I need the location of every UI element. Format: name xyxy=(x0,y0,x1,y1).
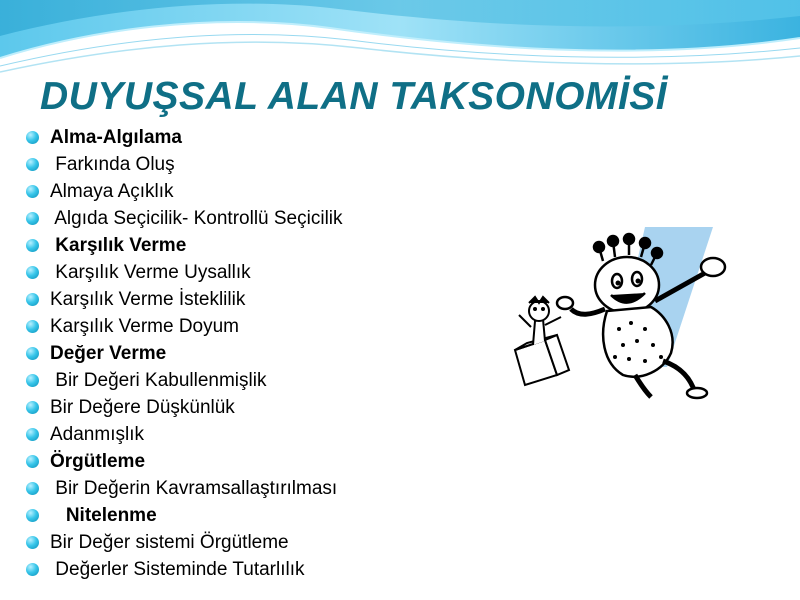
bullet-dot-icon xyxy=(26,509,39,522)
bullet-dot-icon xyxy=(26,212,39,225)
bullet-item xyxy=(28,178,488,205)
bullet-item xyxy=(28,286,488,313)
bullet-text: Karşılık Verme Doyum xyxy=(50,316,239,337)
bullet-dot-icon xyxy=(26,401,39,414)
bullet-item xyxy=(28,556,488,583)
small-box-figure xyxy=(515,297,569,385)
bullet-item xyxy=(28,151,488,178)
bullet-item xyxy=(28,502,488,529)
bullet-dot-icon xyxy=(26,185,39,198)
bullet-text: Bir Değeri Kabullenmişlik xyxy=(50,370,267,391)
bullet-item xyxy=(28,529,488,556)
bullet-dot-icon xyxy=(26,320,39,333)
bullet-item xyxy=(28,124,488,151)
bullet-dot-icon xyxy=(26,158,39,171)
bullet-text: Farkında Oluş xyxy=(50,154,175,175)
bullet-item xyxy=(28,205,488,232)
bullet-dot-icon xyxy=(26,482,39,495)
bullet-dot-icon xyxy=(26,293,39,306)
bullet-text: Karşılık Verme xyxy=(50,235,187,256)
bullet-item xyxy=(28,394,488,421)
bullet-text: Alma-Algılama xyxy=(50,127,182,148)
bullet-text: Bir Değere Düşkünlük xyxy=(50,397,235,418)
bullet-item xyxy=(28,448,488,475)
slide-title: DUYUŞSAL ALAN TAKSONOMİSİ xyxy=(40,75,668,118)
bullet-text: Karşılık Verme Uysallık xyxy=(50,262,251,283)
bullet-item xyxy=(28,421,488,448)
jack-in-the-box-clipart xyxy=(495,225,755,400)
bullet-text: Bir Değerin Kavramsallaştırılması xyxy=(50,478,338,499)
bullet-text: Karşılık Verme İsteklilik xyxy=(50,289,246,310)
bullet-dot-icon xyxy=(26,239,39,252)
bullet-dot-icon xyxy=(26,455,39,468)
bullet-dot-icon xyxy=(26,347,39,360)
bullet-text: Nitelenme xyxy=(50,505,157,526)
bullet-dot-icon xyxy=(26,536,39,549)
bullet-text: Almaya Açıklık xyxy=(50,181,174,202)
bullet-text: Değerler Sisteminde Tutarlılık xyxy=(50,559,305,580)
bullet-item xyxy=(28,232,488,259)
bullet-item xyxy=(28,259,488,286)
bullet-item xyxy=(28,313,488,340)
bullet-item xyxy=(28,475,488,502)
bullet-list xyxy=(28,124,488,583)
bullet-text: Algıda Seçicilik- Kontrollü Seçicilik xyxy=(50,208,343,229)
bullet-dot-icon xyxy=(26,563,39,576)
bullet-dot-icon xyxy=(26,374,39,387)
bullet-dot-icon xyxy=(26,131,39,144)
bullet-item xyxy=(28,367,488,394)
bullet-dot-icon xyxy=(26,428,39,441)
bullet-dot-icon xyxy=(26,266,39,279)
bullet-text: Bir Değer sistemi Örgütleme xyxy=(50,532,289,553)
bullet-text: Adanmışlık xyxy=(50,424,144,445)
bullet-item xyxy=(28,340,488,367)
bullet-text: Değer Verme xyxy=(50,343,167,364)
bullet-text: Örgütleme xyxy=(50,451,146,472)
